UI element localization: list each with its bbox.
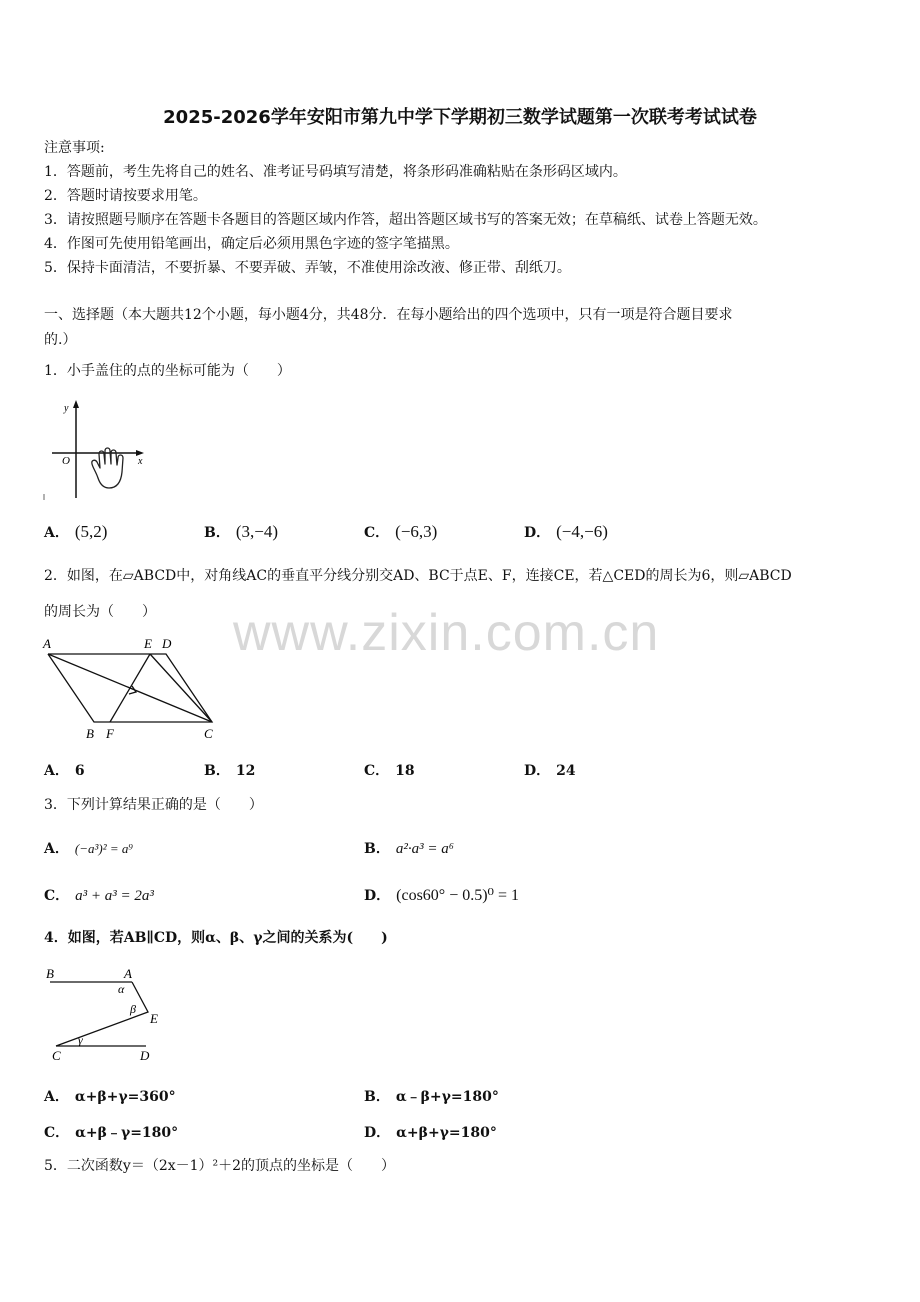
q1-option-c[interactable]: C． (−6,3) (364, 522, 438, 541)
q1-option-b[interactable]: B． (3,−4) (204, 522, 279, 541)
point-b-label: B (86, 726, 94, 741)
notice-item: 5．保持卡面清洁，不要折暴、不要弄破、弄皱，不准使用涂改液、修正带、刮纸刀。 (44, 260, 571, 276)
segment-ef (110, 654, 150, 722)
notice-item: 2．答题时请按要求用笔。 (44, 188, 207, 204)
q2-option-a[interactable]: A． 6 (44, 763, 85, 779)
point-f-label: F (106, 726, 114, 741)
q4-option-a[interactable]: A． α+β+γ=360° (44, 1089, 176, 1105)
q1-coordinate-figure (40, 398, 152, 502)
point-b-label: B (46, 966, 54, 981)
question-2-stem: 2．如图，在▱ABCD中，对角线AC的垂直平分线分别交AD、BC于点E、F，连接CE，若△CED的周长为6，则▱ABCD (44, 568, 792, 584)
question-5-stem: 5．二次函数y＝（2x－1）²＋2的顶点的坐标是（ ） (44, 1158, 396, 1174)
watermark: www.zixin.com.cn (233, 604, 660, 662)
point-a-label: A (124, 966, 132, 981)
q4-option-b[interactable]: B． α﹣β+γ=180° (364, 1089, 499, 1105)
notice-item: 1．答题前，考生先将自己的姓名、准考证号码填写清楚，将条形码准确粘贴在条形码区域内。 (44, 164, 627, 180)
angle-beta-label: β (130, 1002, 136, 1016)
point-d-label: D (140, 1048, 150, 1063)
q3-option-b[interactable]: B． a²·a³ = a⁶ (364, 841, 454, 857)
q3-option-c[interactable]: C． a³ + a³ = 2a³ (44, 888, 154, 904)
page-title: 2025-2026学年安阳市第九中学下学期初三数学试题第一次联考考试试卷 (163, 107, 757, 128)
q4-option-d[interactable]: D． α+β+γ=180° (364, 1125, 497, 1141)
point-e-label: E (144, 636, 152, 651)
point-a-label: A (43, 636, 51, 651)
hand-icon (92, 448, 123, 488)
segment-ce (150, 654, 212, 722)
q1-option-d[interactable]: D． (−4,−6) (524, 522, 608, 541)
q2-option-b[interactable]: B． 12 (204, 763, 256, 779)
q2-parallelogram-figure (40, 634, 226, 744)
question-4-stem: 4．如图，若AB∥CD，则α、β、γ之间的关系为( ) (44, 930, 388, 946)
angle-gamma-label: γ (78, 1033, 83, 1047)
point-c-label: C (52, 1048, 61, 1063)
point-d-label: D (162, 636, 172, 651)
notice-item: 4．作图可先使用铅笔画出，确定后必须用黑色字迹的签字笔描黑。 (44, 236, 459, 252)
angle-alpha-label: α (118, 982, 125, 996)
question-2-stem-cont: 的周长为（ ） (44, 604, 156, 620)
q1-option-a[interactable]: A． (5,2) (44, 522, 108, 541)
q4-parallel-lines-figure (40, 964, 170, 1068)
q4-option-c[interactable]: C． α+β﹣γ=180° (44, 1125, 179, 1141)
notice-heading: 注意事项: (44, 140, 105, 156)
notice-item: 3．请按照题号顺序在答题卡各题目的答题区域内作答，超出答题区域书写的答案无效；在草稿纸、试卷上答题无效。 (44, 212, 767, 228)
q2-option-d[interactable]: D． 24 (524, 763, 576, 779)
x-axis-label: x (138, 456, 143, 467)
y-axis-label: y (64, 403, 69, 414)
origin-label: O (62, 455, 70, 467)
q2-option-c[interactable]: C． 18 (364, 763, 415, 779)
question-1-stem: 1．小手盖住的点的坐标可能为（ ） (44, 363, 291, 379)
q3-option-d[interactable]: D． (cos60° − 0.5)⁰ = 1 (364, 887, 519, 904)
section-heading-cont: 的.） (44, 332, 77, 348)
point-e-label: E (150, 1011, 158, 1026)
section-heading: 一、选择题（本大题共12个小题，每小题4分，共48分．在每小题给出的四个选项中，只有一项是符合题目要求 (44, 307, 733, 323)
point-c-label: C (204, 726, 213, 741)
q3-option-a[interactable]: A． (−a³)² = a⁹ (44, 841, 133, 857)
y-axis-arrow (73, 400, 79, 408)
question-3-stem: 3．下列计算结果正确的是（ ） (44, 797, 263, 813)
